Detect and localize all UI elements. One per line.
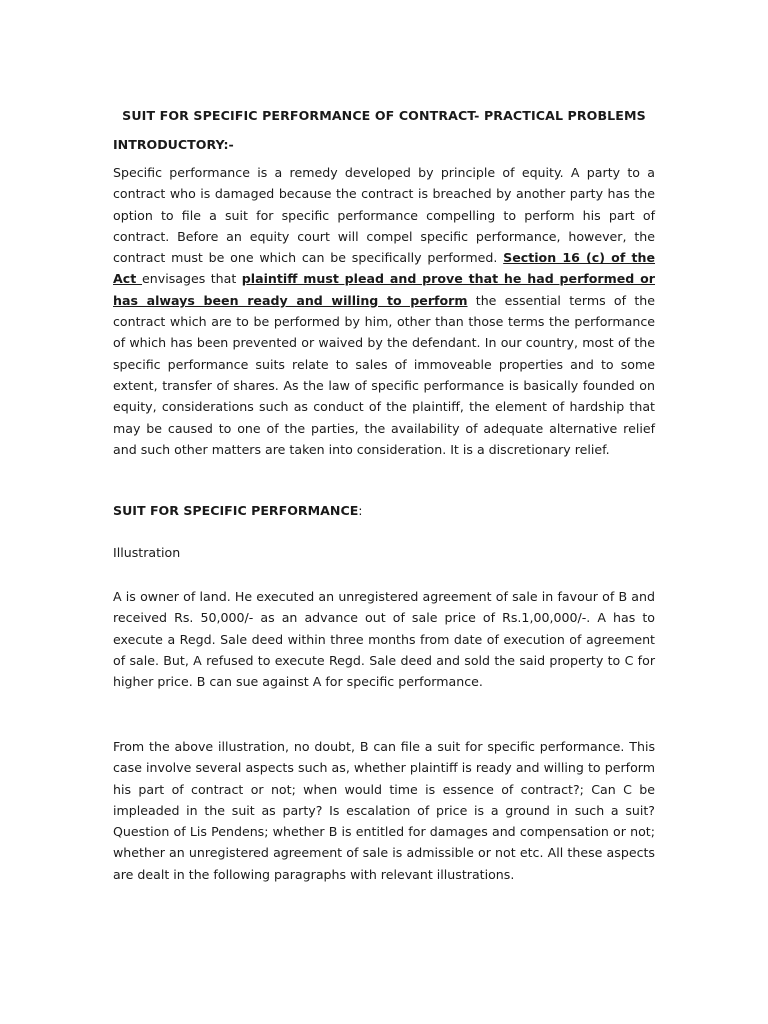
emphasized-requirement: plaintiff must plead and prove that he had performed or has always been ready and willing to perform <box>113 271 655 308</box>
intro-text-part3: the essential terms of the contract which are to be performed by him, other than those terms the performance of which has been prevented or waived by the defendant. In our country, most of the specific performance suits relate to sales of immoveable properties and to some extent, transfer of shares. As the law of specific performance is basically founded on equity, considerations such as conduct of the plaintiff, the element of hardship that may be caused to one of the parties, the availability of adequate alternative relief and such other matters are taken into consideration. It is a discretionary relief. <box>113 292 655 457</box>
intro-text-part2: envisages that <box>142 271 242 287</box>
intro-text-part1: Specific performance is a remedy developed by principle of equity. A party to a contract who is damaged because the contract is breached by another party has the option to file a suit for specific performance compelling to perform his part of contract. Before an equity court will compel specific performance, however, the contract must be one which can be specifically performed. <box>113 165 655 266</box>
document-title: SUIT FOR SPECIFIC PERFORMANCE OF CONTRACT- PRACTICAL PROBLEMS <box>122 108 646 123</box>
discussion-paragraph: From the above illustration, no doubt, B can file a suit for specific performance. This case involve several aspects such as, whether plaintiff is ready and willing to perform his part of contract or not; when would time is essence of contract?; Can C be impleaded in the suit as party? Is escalation of price is a ground in such a suit? Question of Lis Pendens; whether B is entitled for damages and compensation or not; whether an unregistered agreement of sale is admissible or not etc. All these aspects are dealt in the following paragraphs with relevant illustrations. <box>113 739 655 882</box>
suit-heading-colon: : <box>358 503 363 518</box>
introductory-heading: INTRODUCTORY:- <box>113 137 234 152</box>
suit-heading <box>113 503 655 518</box>
suit-heading-text: SUIT FOR SPECIFIC PERFORMANCE <box>113 503 359 518</box>
introductory-paragraph <box>113 162 655 460</box>
section-reference: Section 16 (c) of the Act <box>113 250 656 287</box>
illustration-paragraph: A is owner of land. He executed an unregistered agreement of sale in favour of B and received Rs. 50,000/- as an advance out of sale price of Rs.1,00,000/-. A has to execute a Regd. Sale deed within three months from date of execution of agreement of sale. But, A refused to execute Regd. Sale deed and sold the said property to C for higher price. B can sue against A for specific performance. <box>113 589 655 690</box>
illustration-label: Illustration <box>113 545 181 560</box>
